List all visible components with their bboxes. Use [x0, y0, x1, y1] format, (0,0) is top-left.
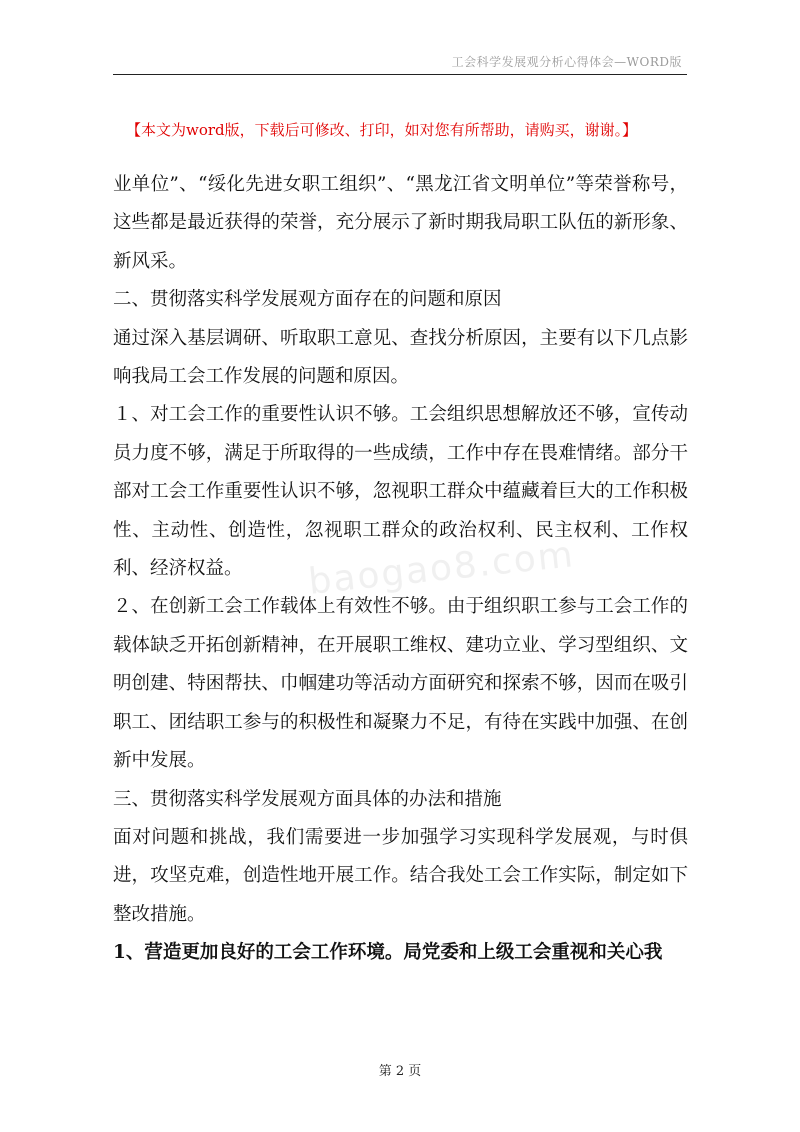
download-notice: 【本文为word版，下载后可修改、打印，如对您有所帮助，请购买，谢谢。】	[126, 121, 638, 139]
paragraph-item-2: ２、在创新工会工作载体上有效性不够。由于组织职工参与工会工作的载体缺乏开拓创新精神，在开展职工维权、建功立业、学习型组织、文明创建、特困帮扶、巾帼建功等活动方面研究和探索不够，因而在吸引职工、团结职工参与的积极性和凝聚力不足，有待在实践中加强、在创新中发展。	[113, 596, 688, 772]
paragraph-measures-intro: 面对问题和挑战，我们需要进一步加强学习实现科学发展观，与时俱进，攻坚克难，创造性地开展工作。结合我处工会工作实际，制定如下整改措施。	[113, 826, 688, 925]
document-body	[113, 166, 688, 973]
page-number: 第 2 页	[378, 1064, 422, 1079]
section-heading-3: 三、贯彻落实科学发展观方面具体的办法和措施	[113, 788, 502, 810]
paragraph-honors: 业单位”、“绥化先进女职工组织”、“黑龙江省文明单位”等荣誉称号，这些都是最近获得的荣誉，充分展示了新时期我局职工队伍的新形象、新风采。	[113, 174, 688, 272]
paragraph-measure-1: 1、营造更加良好的工会工作环境。局党委和上级工会重视和关心我	[113, 942, 663, 964]
header-title: 工会科学发展观分析心得体会—WORD版	[451, 55, 682, 69]
paragraph-problems-intro: 通过深入基层调研、听取职工意见、查找分析原因，主要有以下几点影响我局工会工作发展的问题和原因。	[113, 327, 688, 388]
header-divider	[113, 74, 687, 75]
paragraph-item-1: １、对工会工作的重要性认识不够。工会组织思想解放还不够，宣传动员力度不够，满足于所取得的一些成绩，工作中存在畏难情绪。部分干部对工会工作重要性认识不够，忽视职工群众中蕴藏着巨大的工作积极性、主动性、创造性，忽视职工群众的政治权利、民主权利、工作权利、经济权益。	[113, 404, 688, 580]
section-heading-2: 二、贯彻落实科学发展观方面存在的问题和原因	[113, 289, 502, 311]
watermark: baogao8.com	[306, 534, 577, 603]
